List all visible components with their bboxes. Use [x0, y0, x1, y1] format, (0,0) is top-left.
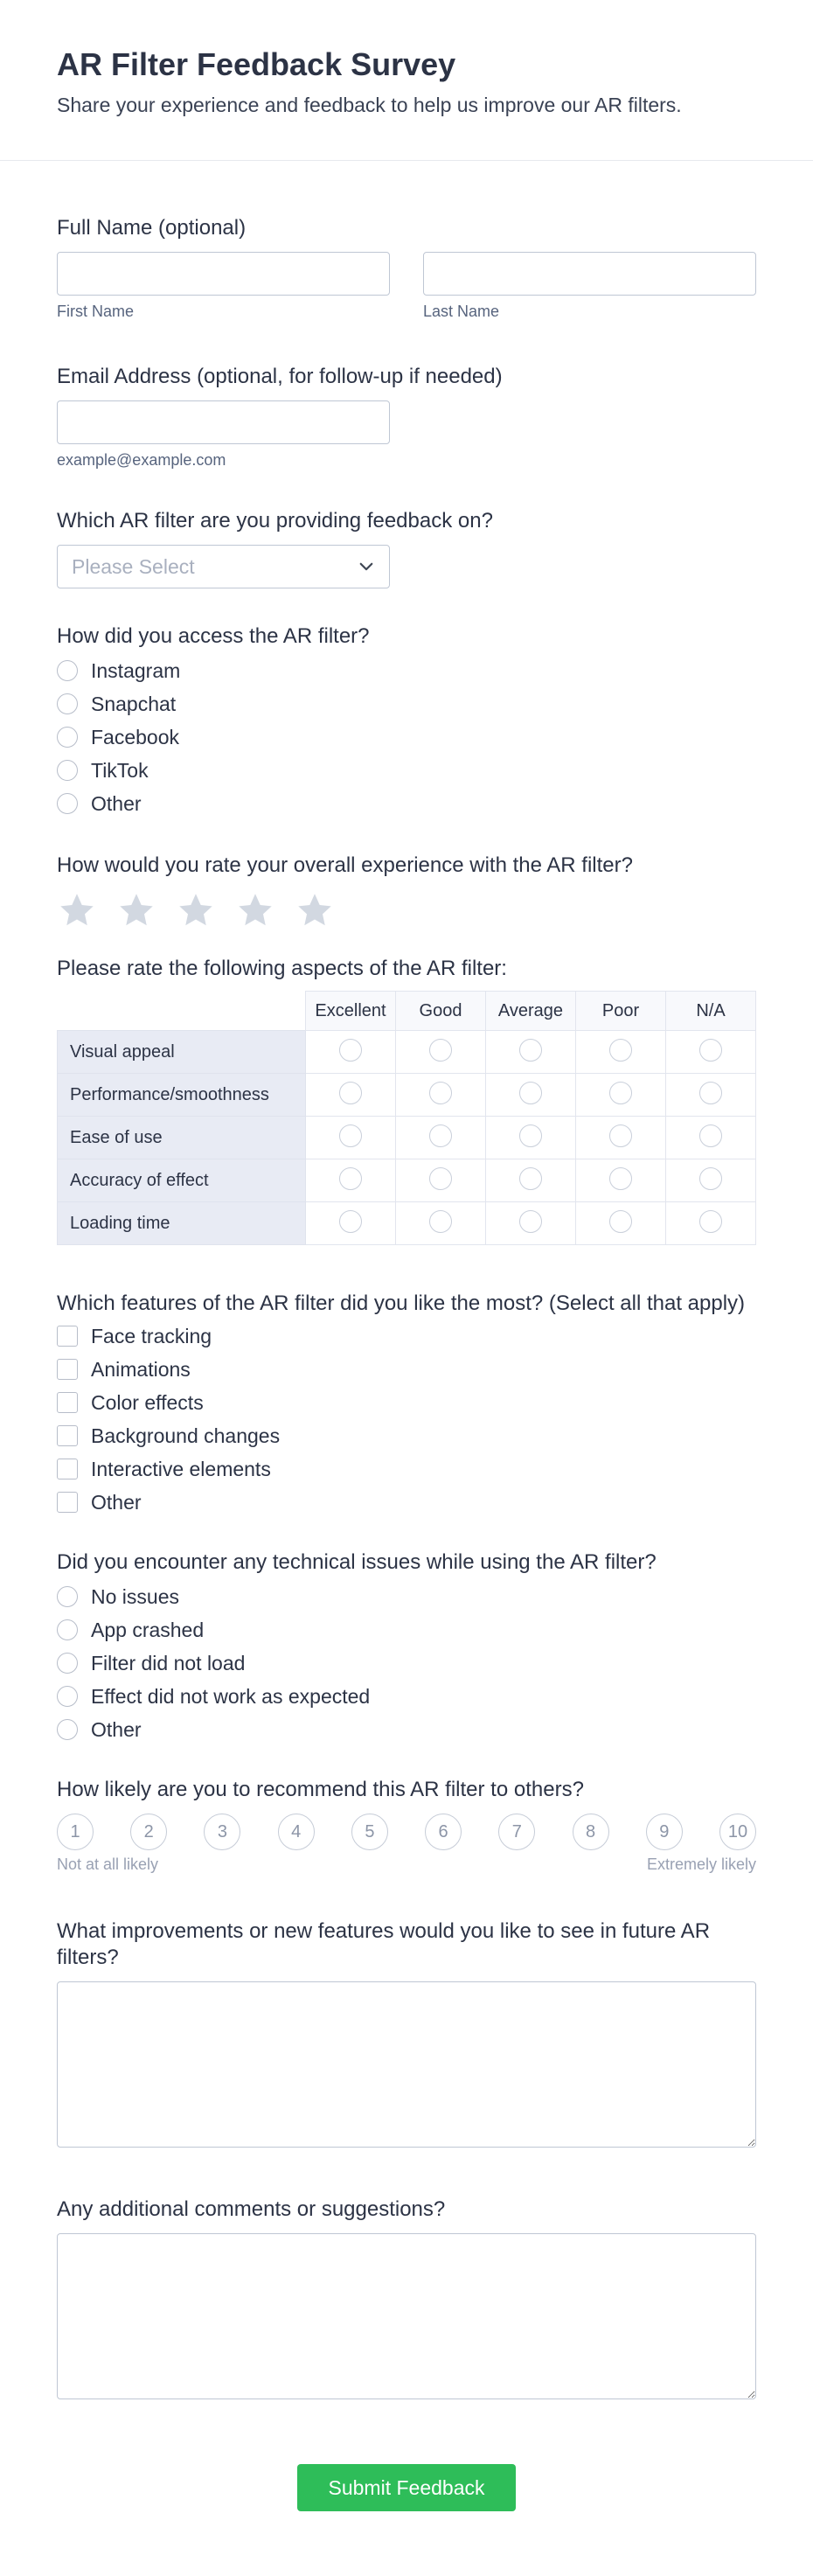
radio-option-filter-did-not-load[interactable] — [57, 1651, 756, 1675]
matrix-radio-icon[interactable] — [339, 1124, 362, 1147]
radio-option-snapchat[interactable] — [57, 692, 756, 716]
email-sublabel: example@example.com — [57, 451, 226, 469]
question-label: Which features of the AR filter did you like the most? (Select all that apply) — [57, 1291, 746, 1315]
matrix-radio-icon[interactable] — [609, 1124, 632, 1147]
page-title: AR Filter Feedback Survey — [57, 46, 456, 82]
matrix-radio-icon[interactable] — [339, 1039, 362, 1062]
matrix-cell — [666, 1117, 756, 1159]
question-filter-select — [57, 508, 756, 588]
matrix-row-visual-appeal — [58, 1031, 756, 1074]
matrix-radio-icon[interactable] — [519, 1082, 542, 1104]
scale-option-6[interactable]: 6 — [425, 1814, 462, 1850]
radio-icon[interactable] — [57, 760, 78, 781]
matrix-row-label: Ease of use — [58, 1117, 306, 1159]
matrix-cell — [396, 1031, 486, 1074]
radio-icon[interactable] — [57, 727, 78, 748]
page-subtitle: Share your experience and feedback to help us improve our AR filters. — [57, 94, 682, 116]
matrix-cell — [576, 1117, 666, 1159]
matrix-cell — [576, 1031, 666, 1074]
first-name-col — [57, 252, 390, 320]
matrix-cell — [486, 1031, 576, 1074]
question-recommend — [57, 1777, 756, 1873]
matrix-cell — [576, 1159, 666, 1202]
matrix-cell — [486, 1202, 576, 1245]
question-label: Which AR filter are you providing feedback on? — [57, 509, 493, 533]
matrix-radio-icon[interactable] — [519, 1039, 542, 1062]
matrix-column-header: Excellent — [306, 992, 396, 1031]
matrix-radio-icon[interactable] — [699, 1210, 722, 1233]
matrix-radio-icon[interactable] — [609, 1082, 632, 1104]
question-label: How likely are you to recommend this AR filter to others? — [57, 1778, 584, 1801]
option-label: TikTok — [91, 759, 149, 782]
scale-option-10[interactable]: 10 — [719, 1814, 756, 1850]
matrix-row-performance — [58, 1074, 756, 1117]
matrix-column-header: N/A — [666, 992, 756, 1031]
question-issues — [57, 1549, 756, 1742]
matrix-column-header: Good — [396, 992, 486, 1031]
matrix-row-loading-time — [58, 1202, 756, 1245]
scale-option-7[interactable]: 7 — [498, 1814, 535, 1850]
chevron-down-icon — [358, 558, 375, 575]
checkbox-option-color-effects[interactable] — [57, 1390, 756, 1415]
recommend-scale — [57, 1814, 756, 1850]
matrix-column-header: Average — [486, 992, 576, 1031]
question-aspect-matrix — [57, 956, 756, 1245]
matrix-cell — [666, 1031, 756, 1074]
question-comments — [57, 2197, 756, 2399]
matrix-radio-icon[interactable] — [609, 1167, 632, 1190]
option-label: Other — [91, 1491, 142, 1514]
matrix-radio-icon[interactable] — [519, 1124, 542, 1147]
name-fields-row — [57, 252, 756, 320]
matrix-row-ease-of-use — [58, 1117, 756, 1159]
checkbox-icon[interactable] — [57, 1326, 78, 1347]
matrix-radio-icon[interactable] — [699, 1167, 722, 1190]
matrix-radio-icon[interactable] — [339, 1082, 362, 1104]
radio-icon[interactable] — [57, 1586, 78, 1607]
matrix-cell — [306, 1117, 396, 1159]
radio-icon[interactable] — [57, 1653, 78, 1674]
radio-option-instagram[interactable] — [57, 658, 756, 683]
checkbox-icon[interactable] — [57, 1392, 78, 1413]
scale-option-1[interactable]: 1 — [57, 1814, 94, 1850]
option-label: Instagram — [91, 659, 181, 682]
last-name-col — [423, 252, 756, 320]
matrix-row-label: Accuracy of effect — [58, 1159, 306, 1202]
submit-button[interactable]: Submit Feedback — [297, 2464, 517, 2511]
matrix-row-label: Performance/smoothness — [58, 1074, 306, 1117]
matrix-cell — [306, 1074, 396, 1117]
question-features — [57, 1291, 756, 1514]
option-label: Color effects — [91, 1391, 204, 1414]
question-label: Please rate the following aspects of the AR filter: — [57, 957, 507, 980]
radio-option-no-issues[interactable] — [57, 1584, 756, 1609]
option-label: Interactive elements — [91, 1458, 271, 1480]
first-name-sublabel: First Name — [57, 303, 135, 320]
radio-icon[interactable] — [57, 1719, 78, 1740]
scale-option-2[interactable]: 2 — [130, 1814, 167, 1850]
scale-min-label: Not at all likely — [57, 1855, 159, 1873]
matrix-radio-icon[interactable] — [609, 1039, 632, 1062]
matrix-column-header: Poor — [576, 992, 666, 1031]
question-label: What improvements or new features would you like to see in future AR filters? — [57, 1919, 711, 1969]
star-icon[interactable] — [116, 891, 156, 929]
email-field[interactable] — [57, 400, 390, 444]
scale-endpoint-labels — [57, 1855, 756, 1873]
question-access — [57, 623, 756, 816]
radio-option-tiktok[interactable] — [57, 758, 756, 783]
matrix-radio-icon[interactable] — [609, 1210, 632, 1233]
star-icon[interactable] — [295, 891, 335, 929]
matrix-cell — [486, 1117, 576, 1159]
radio-icon[interactable] — [57, 693, 78, 714]
radio-icon[interactable] — [57, 1686, 78, 1707]
matrix-radio-icon[interactable] — [699, 1039, 722, 1062]
last-name-field[interactable] — [423, 252, 756, 296]
option-label: No issues — [91, 1585, 179, 1608]
checkbox-icon[interactable] — [57, 1425, 78, 1446]
radio-option-facebook[interactable] — [57, 725, 756, 749]
comments-textarea[interactable] — [57, 2233, 756, 2399]
question-label: Did you encounter any technical issues while using the AR filter? — [57, 1550, 657, 1574]
matrix-radio-icon[interactable] — [519, 1210, 542, 1233]
matrix-cell — [576, 1202, 666, 1245]
matrix-radio-icon[interactable] — [699, 1124, 722, 1147]
option-label: Background changes — [91, 1424, 281, 1447]
form-header — [0, 0, 813, 161]
scale-option-4[interactable]: 4 — [278, 1814, 315, 1850]
star-icon[interactable] — [176, 891, 216, 929]
star-icon[interactable] — [57, 891, 97, 929]
radio-icon[interactable] — [57, 1619, 78, 1640]
checkbox-icon[interactable] — [57, 1492, 78, 1513]
radio-icon[interactable] — [57, 793, 78, 814]
question-label: How did you access the AR filter? — [57, 624, 370, 648]
matrix-cell — [486, 1159, 576, 1202]
checkbox-option-interactive-elements[interactable] — [57, 1457, 756, 1481]
rating-matrix — [57, 991, 756, 1245]
matrix-radio-icon[interactable] — [519, 1167, 542, 1190]
matrix-cell — [666, 1159, 756, 1202]
scale-option-3[interactable]: 3 — [204, 1814, 240, 1850]
radio-icon[interactable] — [57, 660, 78, 681]
improvements-textarea[interactable] — [57, 1981, 756, 2148]
matrix-radio-icon[interactable] — [429, 1210, 452, 1233]
matrix-corner — [58, 992, 306, 1031]
matrix-cell — [306, 1031, 396, 1074]
option-label: App crashed — [91, 1619, 205, 1641]
matrix-cell — [396, 1117, 486, 1159]
question-improvements — [57, 1918, 756, 2148]
star-rating — [57, 891, 756, 929]
matrix-cell — [666, 1074, 756, 1117]
radio-option-other[interactable] — [57, 791, 756, 816]
scale-option-5[interactable]: 5 — [351, 1814, 388, 1850]
filter-select[interactable] — [57, 545, 390, 588]
last-name-sublabel: Last Name — [423, 303, 500, 320]
question-label: How would you rate your overall experience with the AR filter? — [57, 853, 633, 877]
scale-option-9[interactable]: 9 — [646, 1814, 683, 1850]
star-icon[interactable] — [235, 891, 275, 929]
scale-max-label: Extremely likely — [646, 1855, 756, 1873]
option-label: Other — [91, 792, 142, 815]
matrix-cell — [576, 1074, 666, 1117]
scale-option-8[interactable]: 8 — [573, 1814, 609, 1850]
option-label: Animations — [91, 1358, 191, 1381]
checkbox-option-animations[interactable] — [57, 1357, 756, 1382]
matrix-cell — [666, 1202, 756, 1245]
question-email — [57, 364, 756, 469]
option-label: Snapchat — [91, 693, 177, 715]
matrix-header-row — [58, 992, 756, 1031]
checkbox-option-other[interactable] — [57, 1490, 756, 1514]
question-label: Full Name (optional) — [57, 216, 247, 240]
matrix-cell — [306, 1202, 396, 1245]
matrix-cell — [306, 1159, 396, 1202]
question-label: Any additional comments or suggestions? — [57, 2197, 446, 2221]
matrix-cell — [486, 1074, 576, 1117]
matrix-cell — [396, 1159, 486, 1202]
radio-option-other-issue[interactable] — [57, 1717, 756, 1742]
matrix-radio-icon[interactable] — [429, 1039, 452, 1062]
first-name-field[interactable] — [57, 252, 390, 296]
matrix-radio-icon[interactable] — [429, 1167, 452, 1190]
question-full-name — [57, 215, 756, 320]
question-label: Email Address (optional, for follow-up if needed) — [57, 365, 503, 388]
submit-row — [57, 2464, 756, 2511]
select-placeholder: Please Select — [72, 554, 195, 578]
checkbox-icon[interactable] — [57, 1459, 78, 1479]
matrix-radio-icon[interactable] — [339, 1210, 362, 1233]
matrix-cell — [396, 1074, 486, 1117]
checkbox-icon[interactable] — [57, 1359, 78, 1380]
option-label: Effect did not work as expected — [91, 1685, 371, 1708]
matrix-radio-icon[interactable] — [339, 1167, 362, 1190]
matrix-radio-icon[interactable] — [699, 1082, 722, 1104]
matrix-radio-icon[interactable] — [429, 1082, 452, 1104]
survey-form — [0, 161, 813, 2576]
matrix-radio-icon[interactable] — [429, 1124, 452, 1147]
checkbox-option-background-changes[interactable] — [57, 1424, 756, 1448]
option-label: Face tracking — [91, 1325, 212, 1347]
option-label: Other — [91, 1718, 142, 1741]
matrix-cell — [396, 1202, 486, 1245]
radio-option-app-crashed[interactable] — [57, 1618, 756, 1642]
question-overall-rating — [57, 853, 756, 929]
option-label: Filter did not load — [91, 1652, 246, 1674]
matrix-row-accuracy — [58, 1159, 756, 1202]
radio-option-effect-not-work[interactable] — [57, 1684, 756, 1709]
checkbox-option-face-tracking[interactable] — [57, 1324, 756, 1348]
matrix-row-label: Visual appeal — [58, 1031, 306, 1074]
option-label: Facebook — [91, 726, 180, 748]
matrix-row-label: Loading time — [58, 1202, 306, 1245]
